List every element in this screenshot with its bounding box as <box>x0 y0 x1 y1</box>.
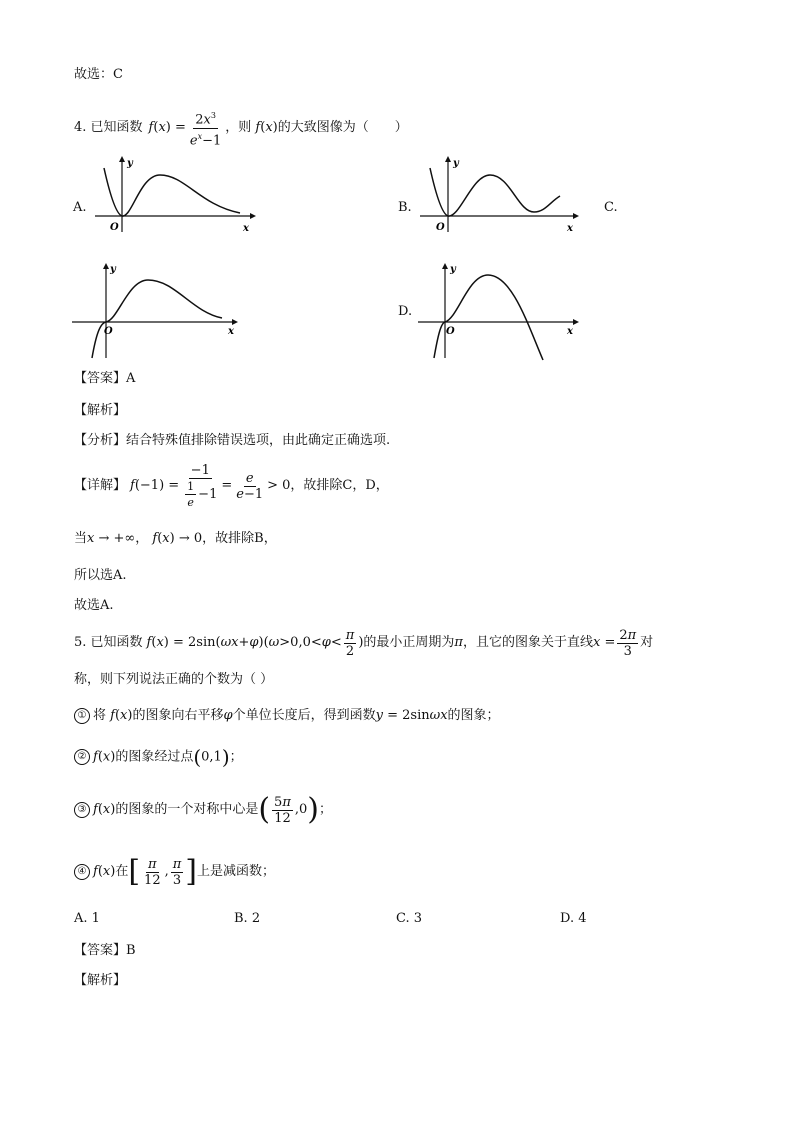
question-5: 5. 已知函数 f ( x ) = 2sin( ωx + φ )( ω >0,0< φ < $\frac{\pi}{2}$ ) 的最小正周期为 π ，且它的图象关于直线 x = $\frac{2\pi}{3}$ 对 <box>74 627 654 659</box>
statement-3: ③ f ( x ) 的图象的一个对称中心是 ( $\frac{5\pi}{12}$ ,0 ) ； <box>74 788 332 832</box>
limit-prefix: 当 <box>74 531 88 546</box>
circled-2: ② <box>74 749 90 765</box>
graph-c-y-label: y <box>110 264 116 275</box>
option-a-label: A. <box>73 200 87 215</box>
choice-a: A. 1 <box>74 911 100 926</box>
analysis-5: 【解析】 <box>74 973 127 988</box>
answer-4: 【答案】A <box>74 371 136 386</box>
question-4: 4. 已知函数 f ( x ) = $\frac{2x^3}{e^x-1}$ ，则 f ( x ) 的大致图像为（ ） <box>74 108 408 148</box>
graph-c-origin: O <box>104 326 113 337</box>
limit-mid: ， <box>135 531 149 546</box>
so-line: 所以选A. <box>74 568 127 583</box>
option-d-label: D. <box>398 304 413 319</box>
detail-fraction-2: $\frac{e}{e-1}$ <box>236 470 264 502</box>
choice-d: D. 4 <box>560 911 587 926</box>
choose-line: 故选A. <box>74 598 114 613</box>
statement-4: ④ f ( x ) 在 [ $\frac{\pi}{12}$ , $\frac{\pi}{3}$ ] 上是减函数； <box>74 850 275 894</box>
graph-b-origin: O <box>436 222 445 233</box>
circled-3: ③ <box>74 802 90 818</box>
q5-prefix: 5. 已知函数 <box>74 635 143 650</box>
q4-suffix: 的大致图像为（ ） <box>277 120 408 135</box>
limit-line: 当x → +∞， f(x) → 0，故排除B， <box>74 531 277 546</box>
detail-label: 【详解】 <box>74 478 127 493</box>
option-c-label: C. <box>604 200 618 215</box>
choice-c: C. 3 <box>396 911 423 926</box>
option-b-label: B. <box>398 200 412 215</box>
circled-4: ④ <box>74 864 90 880</box>
statement-1: ① 将 f(x)的图象向右平移φ个单位长度后，得到函数y = 2sinωx的图象； <box>74 707 500 725</box>
graph-b-x-label: x <box>567 223 573 234</box>
graph-c-x-label: x <box>228 326 234 337</box>
detail-tail: ，故排除C，D， <box>290 478 389 493</box>
graph-a-y-label: y <box>127 158 133 169</box>
q5-mid: 的最小正周期为 <box>363 635 455 650</box>
graph-d-y-label: y <box>450 264 456 275</box>
choice-b: B. 2 <box>234 911 261 926</box>
q4-fraction: $\frac{2x^3}{e^x-1}$ <box>188 108 223 148</box>
graph-b-y-label: y <box>453 158 459 169</box>
graph-a-x-label: x <box>243 223 249 234</box>
q5-mid2: ，且它的图象关于直线 <box>462 635 593 650</box>
q4-prefix: 4. 已知函数 <box>74 120 143 135</box>
answer-5: 【答案】B <box>74 943 136 958</box>
circled-1: ① <box>74 708 90 724</box>
prev-answer: 故选：C <box>74 67 123 82</box>
graph-d-origin: O <box>446 326 455 337</box>
q5-tail: 对 <box>640 635 654 650</box>
limit-tail: ，故排除B， <box>202 531 277 546</box>
q5-line2: 称，则下列说法正确的个数为（ ） <box>74 672 274 687</box>
graph-d-x-label: x <box>567 326 573 337</box>
analysis-4: 【解析】 <box>74 403 127 418</box>
graph-a <box>0 0 794 400</box>
q4-mid: ，则 <box>225 120 252 135</box>
fenxi-4: 【分析】结合特殊值排除错误选项，由此确定正确选项. <box>74 433 391 448</box>
statement-2: ② f(x)的图象经过点(0,1)； <box>74 748 243 767</box>
graph-a-origin: O <box>110 222 119 233</box>
detail-4: 【详解】 f (−1) = −1 $\frac{1}{e}$ −1 = $\frac{e}{e-1}$ > 0 ，故排除C，D， <box>74 462 389 509</box>
detail-fraction-1: −1 $\frac{1}{e}$ −1 <box>187 462 218 509</box>
